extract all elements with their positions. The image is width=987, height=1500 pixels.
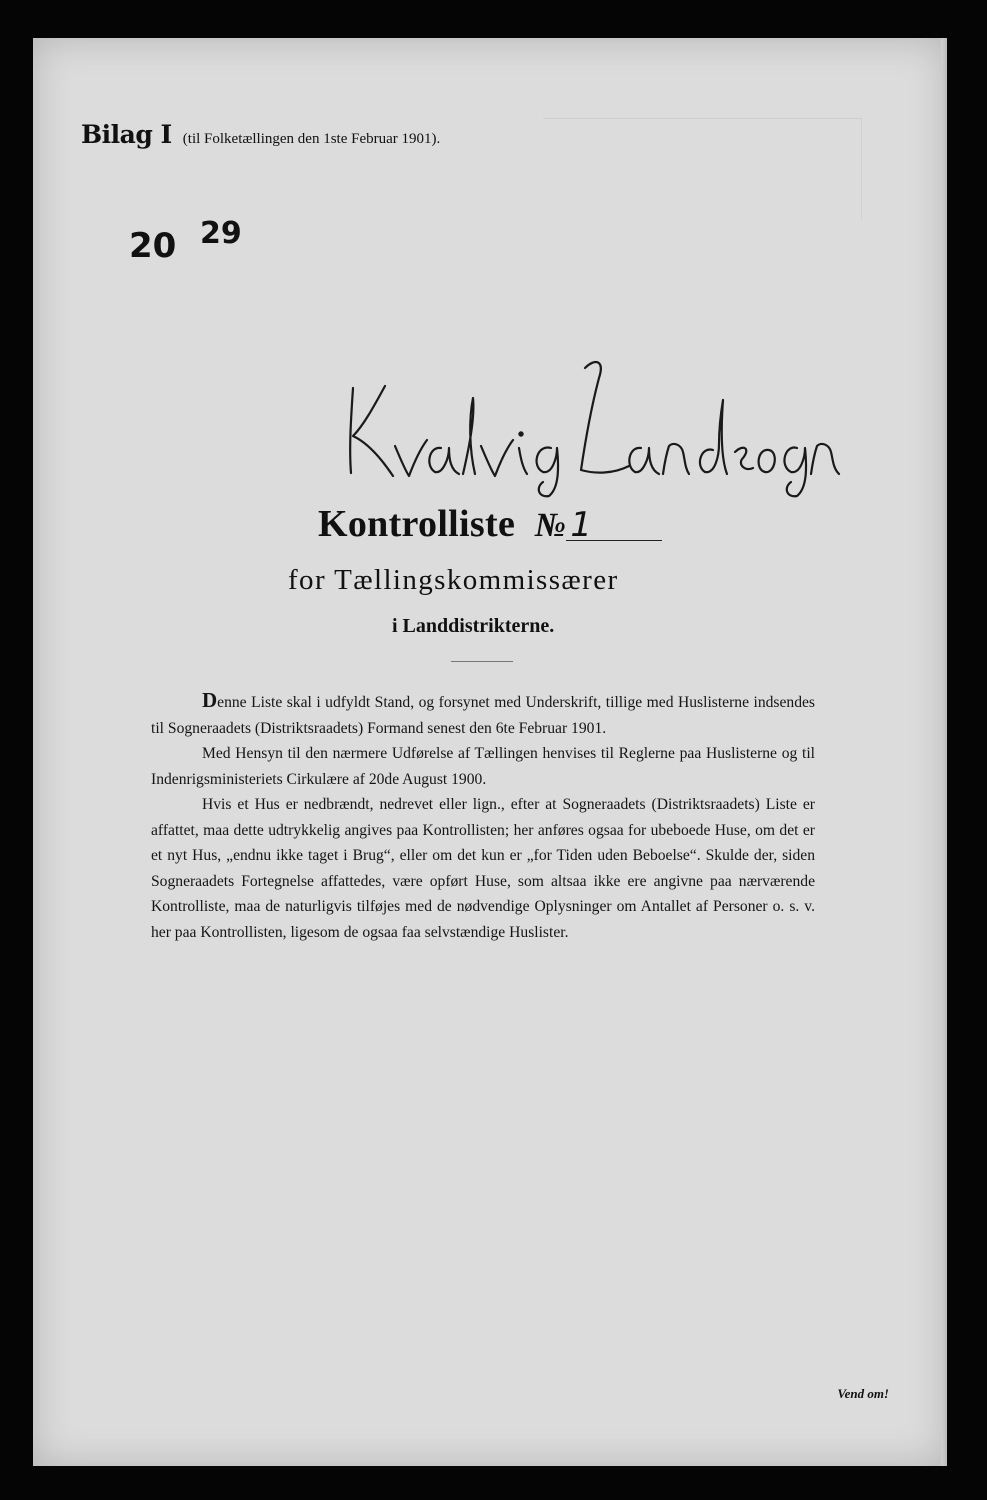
handwritten-place-name	[323, 348, 843, 498]
document-subtitle-2: i Landdistrikterne.	[392, 615, 555, 637]
divider-rule	[451, 661, 513, 662]
paragraph-2: Med Hensyn til den nærmere Udførelse af Tællingen henvises til Reglerne paa Huslisterne og til Indenrigsministeriets Cirkulære af 20de August 1900.	[151, 745, 815, 788]
bilag-subtitle: (til Folketællingen den 1ste Februar 1901).	[182, 131, 441, 147]
dropcap: D	[202, 688, 218, 712]
paragraph-3: Hvis et Hus er nedbrændt, nedrevet eller lign., efter at Sogneraadets (Distriktsraadets) Liste er affattet, maa dette udtrykkelig angives paa Kontrollisten; her anføres ogsaa for ubeboede Huse, om det er et nyt Hus, „endnu ikke taget i Brug“, eller om det kun er „for Tiden uden Beboelse“. Skulde der, siden Sogneraadets Fortegnelse affattedes, være opført Huse, som altsaa ikke ere angivne paa nærværende Kontrolliste, maa de naturligvis tilføjes med de nødvendige Oplysninger om Antallet af Personer o. s. v. her paa Kontrollisten, ligesom de ogsaa faa selvstændige Huslister.	[151, 796, 815, 941]
turn-over-note: Vend om!	[837, 1386, 889, 1401]
instructions-text	[151, 688, 815, 945]
stamp-number-left: 20	[129, 226, 177, 266]
bilag-label: Bilag I	[81, 120, 172, 149]
header-line	[81, 120, 440, 149]
document-title	[318, 502, 662, 546]
document-subtitle: for Tællingskommissærer	[288, 564, 619, 596]
page-edge	[941, 38, 947, 1466]
title-main: Kontrolliste	[318, 503, 516, 545]
document-page	[33, 38, 947, 1466]
paragraph-1	[151, 688, 815, 741]
list-number-field: 1	[566, 510, 662, 541]
stamp-number-right: 29	[200, 216, 242, 251]
bleed-through-ghost	[543, 118, 862, 219]
paragraph-1-text: enne Liste skal i udfyldt Stand, og forsynet med Underskrift, tillige med Huslisterne indsendes til Sogneraadets (Distriktsraadets) Formand senest den 6te Februar 1901.	[151, 694, 815, 737]
number-sign: №	[534, 507, 567, 544]
